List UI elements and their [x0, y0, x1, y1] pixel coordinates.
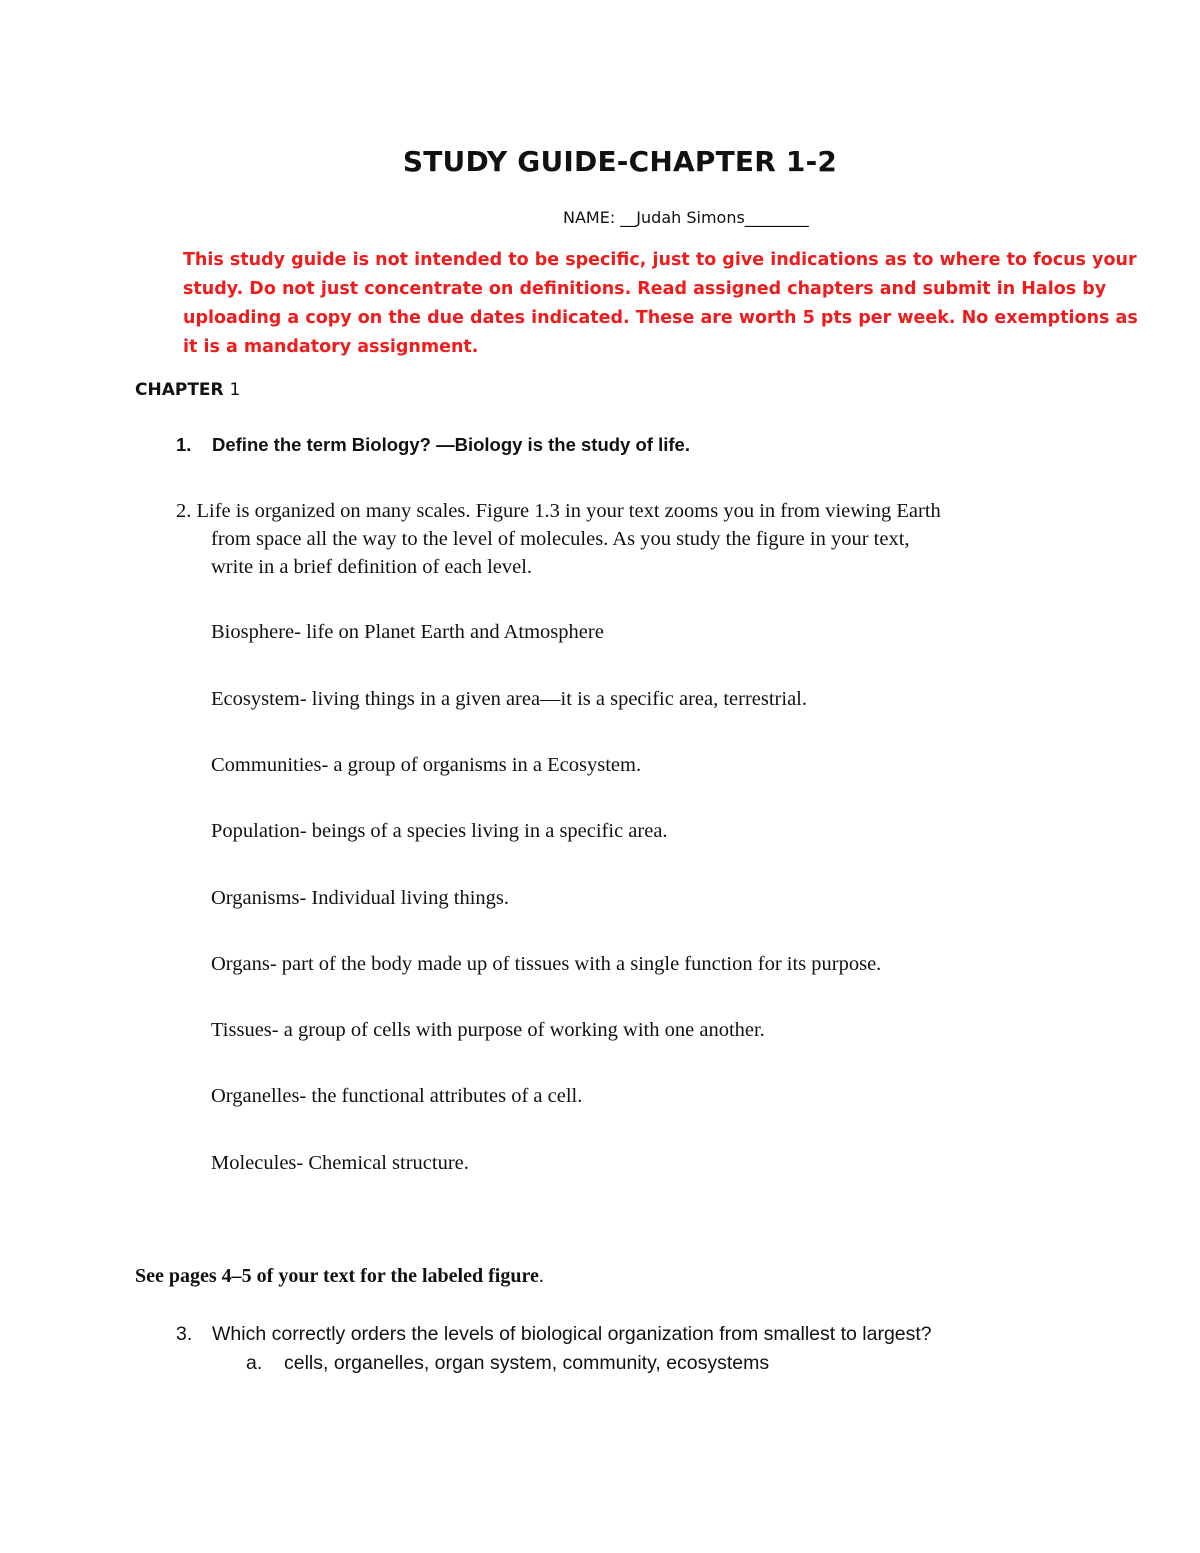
- question-2-line: 2. Life is organized on many scales. Figure 1.3 in your text zooms you in from viewing Earth: [176, 500, 941, 522]
- level-communities: Communities- a group of organisms in a Ecosystem.: [211, 754, 642, 776]
- level-molecules: Molecules- Chemical structure.: [211, 1152, 469, 1174]
- question-3: [176, 1323, 932, 1346]
- student-name-line: NAME: __Judah Simons________: [563, 208, 809, 227]
- option-letter: a.: [246, 1352, 263, 1374]
- level-organs: Organs- part of the body made up of tissues with a single function for its purpose.: [211, 953, 882, 975]
- question-3-option-a: [246, 1352, 769, 1375]
- level-tissues: Tissues- a group of cells with purpose of working with one another.: [211, 1019, 765, 1041]
- chapter-heading: [135, 380, 240, 400]
- question-1: [176, 434, 690, 456]
- document-title: STUDY GUIDE-CHAPTER 1-2: [402, 145, 838, 178]
- level-population: Population- beings of a species living in a specific area.: [211, 820, 668, 842]
- level-biosphere: Biosphere- life on Planet Earth and Atmosphere: [211, 621, 604, 643]
- notice-line: study. Do not just concentrate on definitions. Read assigned chapters and submit in Halos by: [183, 279, 1107, 299]
- question-number: 1.: [176, 434, 192, 455]
- question-text: Define the term Biology? —Biology is the study of life.: [212, 434, 690, 455]
- level-ecosystem: Ecosystem- living things in a given area—it is a specific area, terrestrial.: [211, 688, 808, 710]
- notice-line: it is a mandatory assignment.: [183, 337, 479, 357]
- question-2-line: from space all the way to the level of molecules. As you study the figure in your text,: [211, 528, 910, 550]
- notice-line: uploading a copy on the due dates indicated. These are worth 5 pts per week. No exemptions as: [183, 308, 1138, 328]
- question-number: 3.: [176, 1323, 193, 1345]
- question-text: Which correctly orders the levels of biological organization from smallest to largest?: [212, 1323, 932, 1345]
- option-text: cells, organelles, organ system, community, ecosystems: [284, 1352, 770, 1374]
- level-organisms: Organisms- Individual living things.: [211, 887, 510, 909]
- chapter-heading-number: 1: [229, 380, 241, 400]
- see-pages-period: .: [538, 1265, 544, 1287]
- question-2-line: write in a brief definition of each level.: [211, 556, 533, 578]
- see-pages-text: See pages 4–5 of your text for the labeled figure: [135, 1265, 539, 1287]
- notice-line: This study guide is not intended to be specific, just to give indications as to where to focus your: [183, 250, 1137, 270]
- level-organelles: Organelles- the functional attributes of a cell.: [211, 1085, 583, 1107]
- chapter-heading-label: CHAPTER: [135, 380, 224, 400]
- see-pages-note: [135, 1265, 544, 1288]
